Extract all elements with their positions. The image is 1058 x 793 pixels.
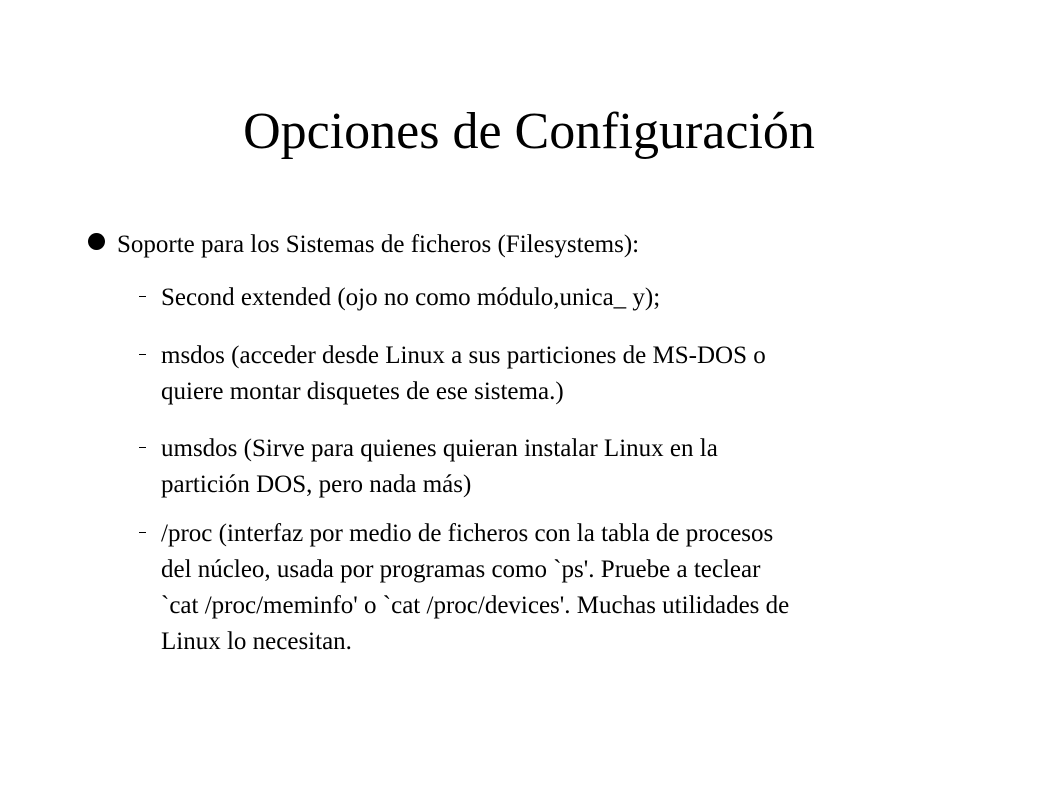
dash-bullet-icon <box>139 447 146 448</box>
sub-item-line: Linux lo necesitan. <box>161 628 352 655</box>
sub-item-line: quiere montar disquetes de ese sistema.) <box>161 378 564 405</box>
sub-item-umsdos <box>161 431 718 503</box>
filled-circle-bullet-icon <box>88 233 105 250</box>
slide-title: Opciones de Configuración <box>243 103 815 160</box>
sub-item-line: partición DOS, pero nada más) <box>161 471 472 498</box>
main-bullet-text: Soporte para los Sistemas de ficheros (Filesystems): <box>117 231 640 258</box>
sub-item-second-extended <box>161 280 660 316</box>
sub-item-msdos <box>161 338 766 410</box>
dash-bullet-icon <box>139 354 146 355</box>
sub-item-line: Second extended (ojo no como módulo,unica_ y); <box>161 284 661 311</box>
sub-item-line: del núcleo, usada por programas como `ps'. Pruebe a teclear <box>161 556 761 583</box>
sub-item-line: `cat /proc/meminfo' o `cat /proc/devices'. Muchas utilidades de <box>161 592 790 619</box>
main-bullet <box>88 226 639 264</box>
sub-item-line: umsdos (Sirve para quienes quieran instalar Linux en la <box>161 435 718 462</box>
sub-item-line: msdos (acceder desde Linux a sus particiones de MS-DOS o <box>161 342 766 369</box>
dash-bullet-icon <box>139 532 146 533</box>
dash-bullet-icon <box>139 296 146 297</box>
sub-item-line: /proc (interfaz por medio de ficheros con la tabla de procesos <box>161 520 774 547</box>
sub-item-proc <box>161 516 789 660</box>
